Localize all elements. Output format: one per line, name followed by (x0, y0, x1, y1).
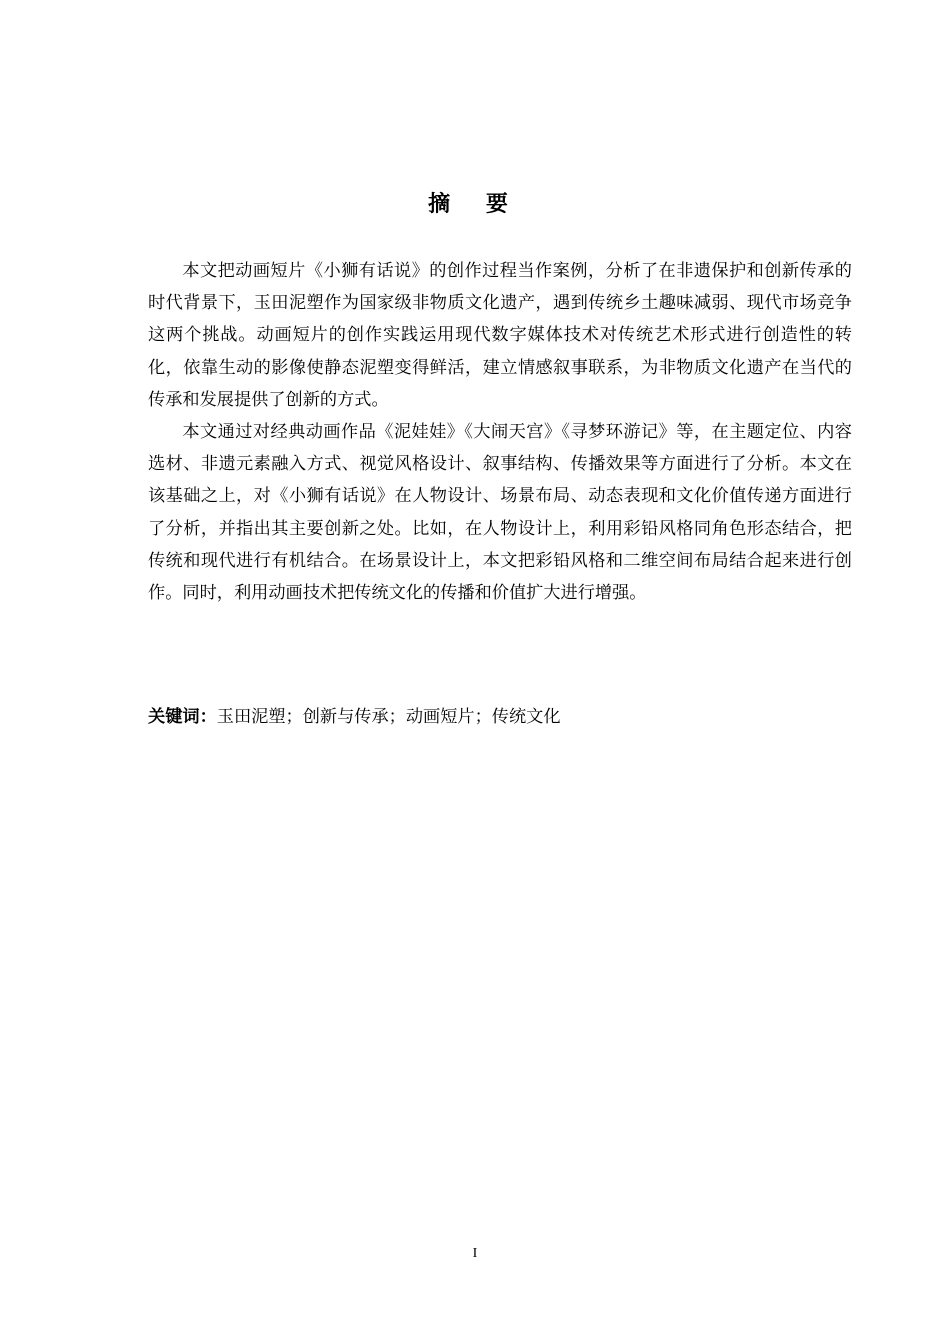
keywords-value: 玉田泥塑；创新与传承；动画短片；传统文化 (216, 707, 561, 727)
abstract-title: 摘 要 (428, 192, 522, 217)
abstract-paragraph-1: 本文把动画短片《小狮有话说》的创作过程当作案例，分析了在非遗保护和创新传承的时代背景下，玉田泥塑作为国家级非物质文化遗产，遇到传统乡土趣味减弱、现代市场竞争这两个挑战。动画短片的创作实践运用现代数字媒体技术对传统艺术形式进行创造性的转化，依靠生动的影像使静态泥塑变得鲜活，建立情感叙事联系，为非物质文化遗产在当代的传承和发展提供了创新的方式。 (148, 261, 852, 410)
keywords-line (148, 701, 852, 733)
keywords-label: 关键词： (148, 707, 217, 727)
page-number: I (472, 1246, 478, 1261)
abstract-paragraph-2: 本文通过对经典动画作品《泥娃娃》《大闹天宫》《寻梦环游记》等，在主题定位、内容选材、非遗元素融入方式、视觉风格设计、叙事结构、传播效果等方面进行了分析。本文在该基础之上，对《小狮有话说》在人物设计、场景布局、动态表现和文化价值传递方面进行了分析，并指出其主要创新之处。比如，在人物设计上，利用彩铅风格同角色形态结合，把传统和现代进行有机结合。在场景设计上，本文把彩铅风格和二维空间布局结合起来进行创作。同时，利用动画技术把传统文化的传播和价值扩大进行增强。 (148, 422, 852, 604)
abstract-body (148, 255, 852, 609)
